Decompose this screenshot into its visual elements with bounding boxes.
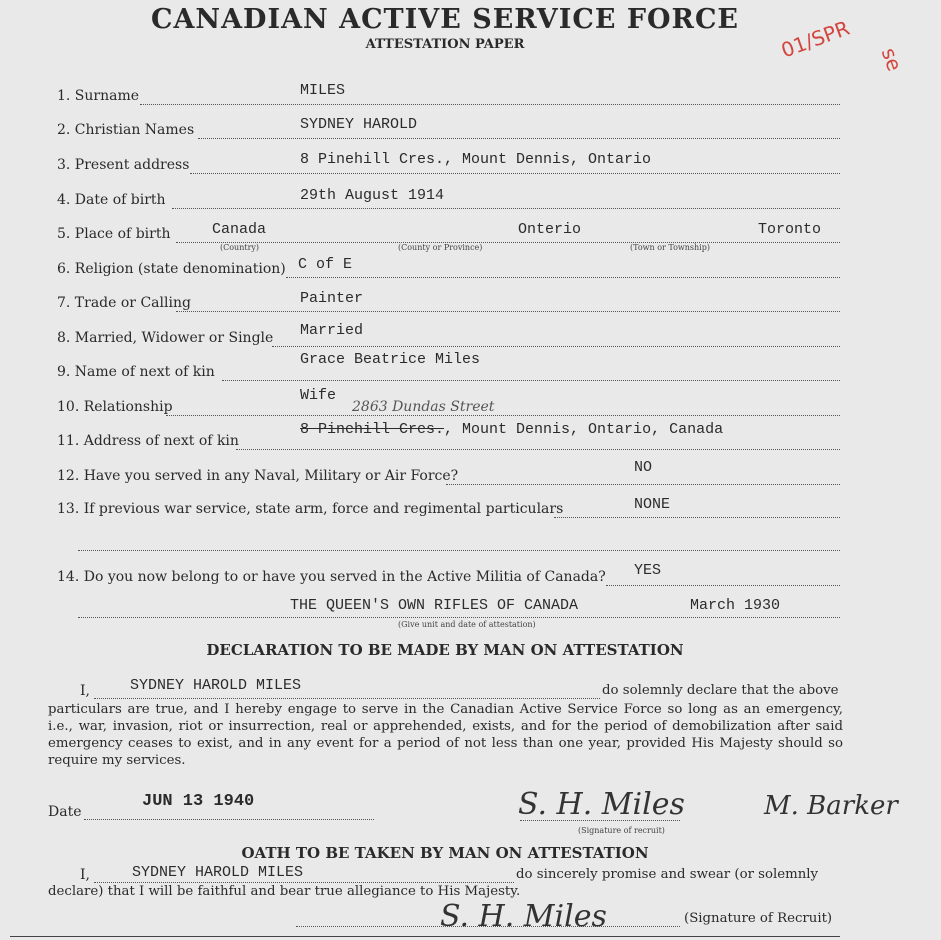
field-value-marital-status: Married [300, 322, 364, 339]
declaration-suffix: do solemnly declare that the above [602, 683, 839, 698]
field-label-relationship: 10. Relationship [57, 399, 173, 415]
document-title: CANADIAN ACTIVE SERVICE FORCE [150, 4, 740, 35]
oath-prefix: I, [80, 867, 90, 883]
oath-signature: S. H. Miles [440, 899, 607, 934]
declaration-heading: DECLARATION TO BE MADE BY MAN ON ATTESTATION [206, 641, 684, 659]
field-label-place-of-birth: 5. Place of birth [57, 226, 171, 242]
caption-country: (Country) [220, 243, 260, 252]
field-value-date-of-birth: 29th August 1914 [300, 187, 445, 204]
field-value-previous-service: NO [634, 459, 653, 476]
witness-signature: M. Barker [764, 791, 898, 821]
field-label-present-address: 3. Present address [57, 157, 190, 173]
field-label-religion: 6. Religion (state denomination) [57, 261, 286, 277]
field-value-present-address: 8 Pinehill Cres., Mount Dennis, Ontario [300, 151, 652, 168]
red-annotation-2: se [876, 44, 908, 75]
field-label-surname: 1. Surname [57, 88, 140, 104]
recruit-signature: S. H. Miles [518, 787, 685, 822]
date-stamp: JUN 13 1940 [142, 792, 255, 811]
field-label-marital-status: 8. Married, Widower or Single [57, 330, 274, 346]
militia-unit: THE QUEEN'S OWN RIFLES OF CANADA [290, 597, 579, 614]
field-label-date-of-birth: 4. Date of birth [57, 192, 166, 208]
field-value-surname: MILES [300, 82, 346, 99]
signature-caption: (Signature of recruit) [578, 826, 665, 835]
militia-date: March 1930 [690, 597, 781, 614]
struck-address: 8 Pinehill Cres. [300, 421, 445, 438]
field-label-next-of-kin: 9. Name of next of kin [57, 364, 215, 380]
field-label-active-militia: 14. Do you now belong to or have you served in the Active Militia of Canada? [57, 569, 606, 585]
declaration-text: particulars are true, and I hereby engage to serve in the Canadian Active Service Force so long as an emergency, i.e., war, invasion, riot or insurrection, real or apprehended, exists, and for the period of demobilization after said emergency ceases to exist, and in any event for a period of not less than one year, provided His Majesty should so require my services. [48, 702, 843, 768]
field-label-previous-service: 12. Have you served in any Naval, Military or Air Force? [57, 468, 459, 484]
field-value-war-service: NONE [634, 496, 671, 513]
field-value-religion: C of E [298, 256, 353, 273]
field-label-christian-names: 2. Christian Names [57, 122, 195, 138]
field-value-province: Onterio [518, 221, 582, 238]
oath-text: declare) that I will be faithful and bear true allegiance to His Majesty. [48, 884, 521, 899]
oath-name: SYDNEY HAROLD MILES [132, 864, 304, 881]
caption-province: (County or Province) [398, 243, 483, 252]
document-subtitle: ATTESTATION PAPER [365, 37, 525, 52]
caption-unit: (Give unit and date of attestation) [398, 620, 536, 629]
oath-suffix: do sincerely promise and swear (or solemnly [516, 867, 819, 882]
field-value-next-of-kin-address: , Mount Dennis, Ontario, Canada [444, 421, 724, 438]
oath-heading: OATH TO BE TAKEN BY MAN ON ATTESTATION [241, 844, 649, 862]
field-value-next-of-kin: Grace Beatrice Miles [300, 351, 481, 368]
red-annotation: 01/SPR [777, 15, 853, 63]
field-value-town: Toronto [758, 221, 822, 238]
declaration-prefix: I, [80, 683, 90, 699]
oath-signature-caption: (Signature of Recruit) [684, 911, 833, 926]
field-value-country: Canada [212, 221, 267, 238]
handwritten-address: 2863 Dundas Street [352, 399, 495, 415]
date-label: Date [48, 804, 82, 820]
field-value-christian-names: SYDNEY HAROLD [300, 116, 418, 133]
caption-town: (Town or Township) [630, 243, 710, 252]
field-value-trade: Painter [300, 290, 364, 307]
field-label-trade: 7. Trade or Calling [57, 295, 191, 311]
field-value-relationship: Wife [300, 387, 337, 404]
field-label-war-service: 13. If previous war service, state arm, force and regimental particulars [57, 501, 564, 517]
field-label-next-of-kin-address: 11. Address of next of kin [57, 433, 239, 449]
field-value-active-militia: YES [634, 562, 662, 579]
declaration-name: SYDNEY HAROLD MILES [130, 677, 302, 694]
